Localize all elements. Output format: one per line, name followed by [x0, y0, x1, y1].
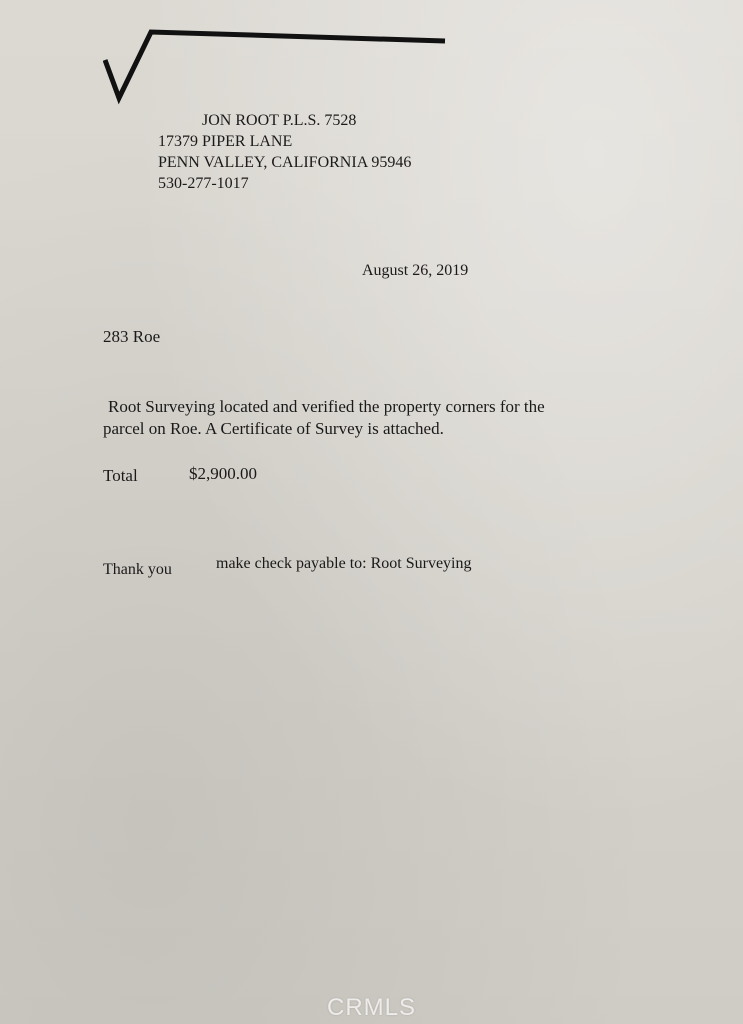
description-line-1: Root Surveying located and verified the property corners for the — [108, 397, 545, 416]
street-address: 17379 PIPER LANE — [158, 133, 293, 150]
thank-you-text: Thank you — [103, 561, 172, 578]
root-symbol-icon — [103, 26, 448, 106]
payable-to-text: make check payable to: Root Surveying — [216, 555, 472, 572]
phone-number: 530-277-1017 — [158, 175, 249, 192]
surveyor-name: JON ROOT P.L.S. 7528 — [202, 112, 357, 129]
description-line-2: parcel on Roe. A Certificate of Survey is attached. — [103, 419, 444, 438]
crmls-watermark: CRMLS — [326, 994, 416, 1021]
property-reference: 283 Roe — [103, 327, 161, 346]
city-address: PENN VALLEY, CALIFORNIA 95946 — [158, 154, 412, 171]
service-description — [103, 396, 613, 440]
letterhead — [158, 110, 411, 194]
total-amount: $2,900.00 — [189, 464, 257, 483]
total-label: Total — [103, 466, 138, 485]
invoice-date: August 26, 2019 — [362, 262, 469, 279]
